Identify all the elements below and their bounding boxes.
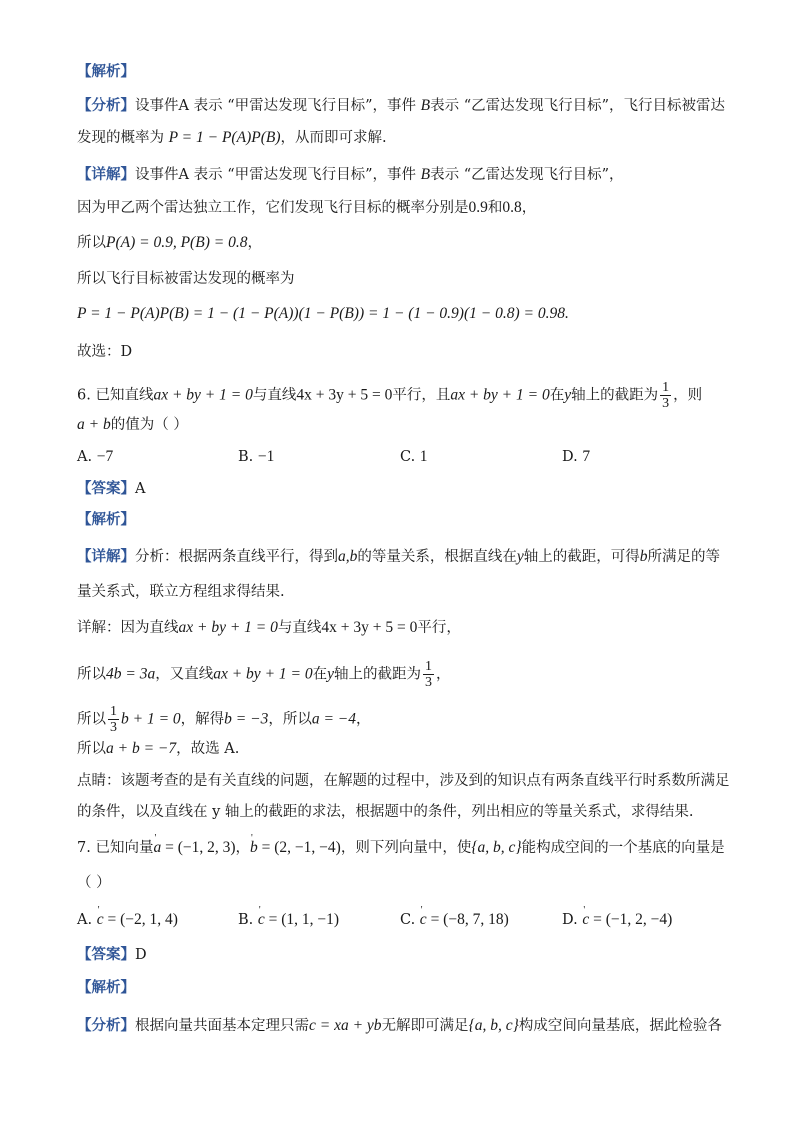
vector-c: ' c — [97, 910, 104, 930]
vector-a: ' a — [153, 838, 161, 858]
numerator: 1 — [425, 659, 432, 674]
var-y: y — [564, 386, 572, 404]
option-value: = (1, 1, −1) — [264, 911, 340, 928]
option-label: C. — [400, 449, 416, 465]
option-label: D. — [562, 449, 578, 465]
var-b: B — [420, 97, 431, 114]
formula: ax + by + 1 = 0 — [153, 386, 253, 404]
text: 表示 “乙雷达发现飞行目标”，飞行目标被雷达 — [430, 98, 726, 114]
vector-b: ' b — [250, 838, 258, 858]
text: 和 — [487, 200, 503, 216]
q6-analysis-heading: 【解析】 — [77, 511, 135, 528]
q6-option-d[interactable] — [562, 447, 590, 467]
text: ， — [436, 666, 451, 683]
formula: a + b — [77, 416, 111, 433]
text: 根据向量共面基本定理只需 — [135, 1018, 309, 1034]
text: 轴上的截距为 — [571, 387, 659, 404]
formula: a + b = −7 — [106, 740, 177, 757]
text: 与直线 — [277, 620, 322, 636]
q7-analysis-heading: 【解析】 — [77, 979, 135, 996]
text: 的等量关系，根据直线在 — [357, 549, 517, 565]
option-label: A. — [77, 449, 93, 465]
fraction-one-third — [108, 704, 119, 735]
text: 构成空间向量基底，据此检验各 — [518, 1018, 722, 1034]
analysis-detail-line-2 — [77, 198, 536, 218]
vector-c: ' c — [420, 910, 427, 930]
option-value: = (−2, 1, 4) — [103, 911, 178, 928]
option-value: 7 — [582, 448, 591, 465]
formula: c = xa + yb — [309, 1017, 382, 1034]
text: 设事件A 表示 “甲雷达发现飞行目标”，事件 — [135, 98, 421, 114]
denominator: 3 — [662, 396, 670, 411]
text: 所以 — [77, 711, 106, 728]
q7-option-d[interactable] — [562, 910, 672, 930]
text: ，解得 — [180, 711, 225, 728]
analysis-detail-formula: P = 1 − P(A)P(B) = 1 − (1 − P(A))(1 − P(B)) = 1 − (1 − 0.9)(1 − 0.8) = 0.98. — [77, 305, 569, 322]
formula: b + 1 = 0 — [121, 710, 181, 728]
option-value: = (−8, 7, 18) — [426, 911, 509, 928]
q6-answer — [77, 479, 145, 499]
text: 轴上的截距，可得 — [523, 549, 640, 565]
option-value: 1 — [419, 448, 428, 465]
fenxi-tag: 【分析】 — [77, 1017, 135, 1034]
q7-option-a[interactable] — [77, 910, 178, 930]
formula: ax + by + 1 = 0 — [178, 619, 278, 636]
formula: P(A) = 0.9, P(B) = 0.8 — [106, 234, 248, 251]
option-label: B. — [238, 449, 254, 465]
analysis-detail-line-4: 所以飞行目标被雷达发现的概率为 — [77, 271, 295, 287]
value: 0.9 — [468, 199, 488, 216]
text: 在 — [312, 666, 328, 683]
numerator: 1 — [110, 704, 117, 719]
q6-detail-line-2: 量关系式，联立方程组求得结果. — [77, 584, 285, 600]
text: 6. 已知直线 — [77, 387, 154, 404]
q6-detail-line-6 — [77, 739, 239, 759]
q6-stem-line-1 — [77, 380, 702, 411]
value: 0.8 — [502, 199, 522, 216]
answer-tag: 【答案】 — [77, 480, 135, 497]
formula: ax + by + 1 = 0 — [450, 386, 550, 404]
option-label: D. — [562, 912, 578, 928]
numerator: 1 — [662, 380, 670, 395]
option-label: B. — [238, 912, 254, 928]
answer-value: D — [135, 947, 147, 963]
text: ， — [356, 711, 371, 728]
q6-stem-line-2 — [77, 415, 188, 435]
vector-a-value: = (−1, 2, 3) — [161, 839, 236, 856]
q6-detail-line-3 — [77, 618, 461, 638]
q7-answer — [77, 945, 147, 965]
formula: 4b = 3a — [106, 665, 156, 683]
q6-detail-line-1 — [77, 547, 720, 567]
text: 的值为（ ） — [110, 417, 188, 433]
text: ， — [521, 200, 537, 216]
var-y: y — [327, 665, 334, 683]
text: ，又直线 — [155, 666, 214, 683]
detail-tag: 【详解】 — [77, 548, 135, 565]
text: 所以 — [77, 235, 106, 251]
formula: 4x + 3y + 5 = 0 — [321, 619, 418, 636]
var-b: b — [639, 548, 648, 565]
text: ， — [247, 235, 262, 251]
formula: a,b — [338, 548, 358, 565]
q6-note-line-2: 的条件，以及直线在 y 轴上的截距的求法，根据题中的条件，列出相应的等量关系式，求得结果. — [77, 804, 694, 820]
text: 在 — [549, 387, 565, 404]
text: ，所以 — [268, 711, 312, 728]
text: 平行，且 — [392, 387, 451, 404]
q6-detail-line-5 — [77, 704, 371, 735]
q7-stem-line-2: （ ） — [77, 875, 111, 891]
q6-option-a[interactable] — [77, 447, 113, 467]
text: 分析：根据两条直线平行，得到 — [135, 549, 338, 565]
q7-option-b[interactable] — [238, 910, 339, 930]
q7-stem-line-1 — [77, 838, 725, 858]
fraction-one-third — [423, 659, 434, 690]
answer-value: A — [135, 481, 146, 497]
q6-note-line-1: 点睛：该题考查的是有关直线的问题，在解题的过程中，涉及到的知识点有两条直线平行时系数所满足 — [77, 773, 730, 789]
var-b: B — [420, 166, 431, 183]
denominator: 3 — [425, 675, 432, 690]
q6-option-b[interactable] — [238, 447, 274, 467]
formula: ax + by + 1 = 0 — [213, 665, 313, 683]
analysis-fenxi-line-1 — [77, 96, 725, 116]
q7-option-c[interactable] — [400, 910, 509, 930]
formula: P = 1 − P(A)P(B) — [168, 129, 281, 146]
text: ，从而即可求解. — [280, 130, 387, 146]
answer-line: 故选：D — [77, 344, 133, 360]
vector-set: {a, b, c} — [468, 1017, 519, 1034]
q7-fenxi-line — [77, 1016, 722, 1036]
text: 平行， — [417, 620, 461, 636]
denominator: 3 — [110, 720, 117, 735]
text: 所以 — [77, 741, 106, 757]
vector-set: {a, b, c} — [471, 839, 522, 856]
text: 因为甲乙两个雷达独立工作，它们发现飞行目标的概率分别是 — [77, 200, 469, 216]
var-y: y — [516, 548, 524, 565]
text: ，则下列向量中，使 — [340, 840, 472, 856]
fraction-one-third — [660, 380, 671, 411]
option-value: = (−1, 2, −4) — [589, 911, 673, 928]
text: 无解即可满足 — [381, 1018, 469, 1034]
text: 所满足的等 — [647, 549, 721, 565]
vector-c: ' c — [258, 910, 265, 930]
text: 详解：因为直线 — [77, 620, 179, 636]
text: ，故选 A. — [176, 741, 240, 757]
analysis-detail-line-3 — [77, 233, 262, 253]
vector-b-value: = (2, −1, −4) — [257, 839, 341, 856]
text: 能构成空间的一个基底的向量是 — [521, 840, 725, 856]
text: ， — [235, 840, 251, 856]
q6-detail-line-4 — [77, 659, 451, 690]
formula: b = −3 — [224, 710, 269, 728]
text: 轴上的截距为 — [334, 666, 421, 683]
option-value: −1 — [257, 448, 275, 465]
text: 所以 — [77, 666, 106, 683]
text: 7. 已知向量 — [77, 840, 154, 856]
analysis-fenxi-line-2 — [77, 128, 387, 148]
text: 发现的概率为 — [77, 130, 169, 146]
formula: 4x + 3y + 5 = 0 — [296, 386, 393, 404]
answer-tag: 【答案】 — [77, 946, 135, 963]
xiangjie-tag: 【详解】 — [77, 166, 135, 183]
text: 表示 “乙雷达发现飞行目标”， — [430, 167, 624, 183]
vector-c: ' c — [582, 910, 589, 930]
formula: a = −4 — [311, 710, 357, 728]
option-label: A. — [77, 912, 93, 928]
text: 设事件A 表示 “甲雷达发现飞行目标”，事件 — [135, 167, 421, 183]
option-label: C. — [400, 912, 416, 928]
analysis-heading: 【解析】 — [77, 63, 135, 80]
q6-option-c[interactable] — [400, 447, 428, 467]
option-value: −7 — [96, 448, 114, 465]
analysis-detail-line-1 — [77, 165, 624, 185]
text: ，则 — [673, 387, 703, 404]
fenxi-tag: 【分析】 — [77, 97, 135, 114]
text: 与直线 — [252, 387, 297, 404]
